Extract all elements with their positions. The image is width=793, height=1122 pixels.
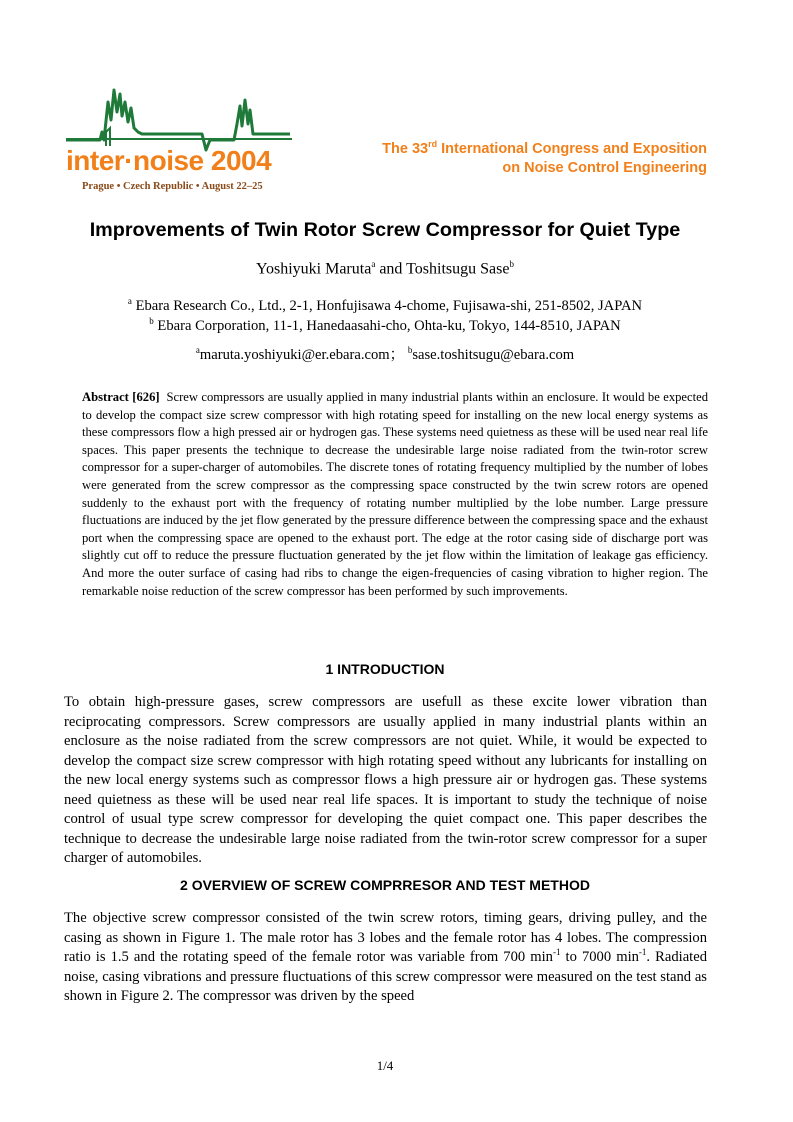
affiliation-a: $^a$ Ebara Research Co., Ltd., 2-1, Honfujisawa 4-chome, Fujisawa-shi, 251-8502, JAPAN	[127, 296, 643, 314]
introduction-paragraph: To obtain high-pressure gases, screw compressors are usefull as these excite lower vibration than reciprocating compressors. Screw compressors are usually applied in many industrial plants within an enclosure as the noise radiated from the screw compressors are not quiet. While, it would be expected to develop the compact size screw compressor with high rotating speed without any lubricants for installing on the new local energy systems such as compressor flows a high pressure air or hydrogen gas. These systems need quietness as these will be used near real life spaces. It is important to study the technique of noise control of usual type screw compressor for developing the quiet compact one. This paper describes the technique to decrease the undesirable large noise radiated from the twin-rotor screw compressor for a super charger of automobiles.	[64, 694, 707, 866]
section-heading-overview: 2 OVERVIEW OF SCREW COMPRRESOR AND TEST METHOD	[180, 877, 590, 893]
authors: Yoshiyuki Maruta$^a$ and Toshitsugu Sase$^b$	[256, 259, 514, 278]
paper-title: Improvements of Twin Rotor Screw Compressor for Quiet Type	[89, 219, 681, 241]
abstract-label: Abstract [626]	[82, 390, 160, 404]
overview-paragraph: The objective screw compressor consisted of the twin screw rotors, timing gears, driving pulley, and the casing as shown in Figure 1. The male rotor has 3 lobes and the female rotor has 4 lobes. The compression ratio is 1.5 and the rotating speed of the female rotor was variable from 700 $\min^{-1}$ to 7000 $\min^{-1}$. Radiated noise, casing vibrations and pressure fluctuations of this screw compressor were measured on the test stand as shown in Figure 2. The compressor was driven by the speed	[64, 910, 708, 1004]
page-number: 1/4	[376, 1058, 394, 1073]
author-emails: $^a$maruta.yoshiyuki@er.ebara.com； $^b$sase.toshitsugu@ebara.com	[195, 345, 575, 363]
abstract-text: Screw compressors are usually applied in many industrial plants within an enclosure. It would be expected to develop the compact size screw compressor with high rotating speed for installing on the new local energy systems as these compressors flow a high pressed air or hydrogen gas. These systems need quietness as these will be used near real life spaces. This paper presents the technique to decrease the undesirable large noise radiated from the twin-rotor screw compressor for a super-charger of automobiles. The discrete tones of rotating frequency multiplied by the number of lobes were generated from the screw compressor as the compressing space constructed by the twin screw rotors are opened suddenly to the exhaust port with the frequency of rotating number multiplied by the lobe number. Large pressure fluctuations are induced by the jet flow generated by the pressure difference between the compressing space and the exhaust port when the compressing space are opened to the exhaust port. The edge at the rotor casing side of discharge port was slightly cut off to reduce the pressure fluctuation generated by the jet flow within the limitation of leakage gas efficiency. And more the outer surface of casing had ribs to change the eigen-frequencies of casing vibration to higher region. The remarkable noise reduction of the screw compressor has been performed by such improvements.	[82, 390, 708, 598]
email-a[interactable]: maruta.yoshiyuki@er.ebara.com	[199, 347, 390, 363]
logo-wordmark: inter·noise 2004	[66, 145, 272, 176]
skyline-icon	[64, 72, 294, 194]
inter-noise-logo	[64, 72, 294, 194]
logo-tagline: Prague • Czech Republic • August 22–25	[82, 181, 263, 192]
affiliation-b: $^b$ Ebara Corporation, 11-1, Hanedaasahi-cho, Ohta-ku, Tokyo, 144-8510, JAPAN	[149, 316, 621, 334]
section-heading-introduction: 1 INTRODUCTION	[325, 661, 445, 677]
abstract	[82, 389, 708, 600]
conference-name: The 33rd International Congress and Exposition on Noise Control Engineering	[382, 139, 707, 176]
email-b[interactable]: sase.toshitsugu@ebara.com	[412, 347, 575, 363]
